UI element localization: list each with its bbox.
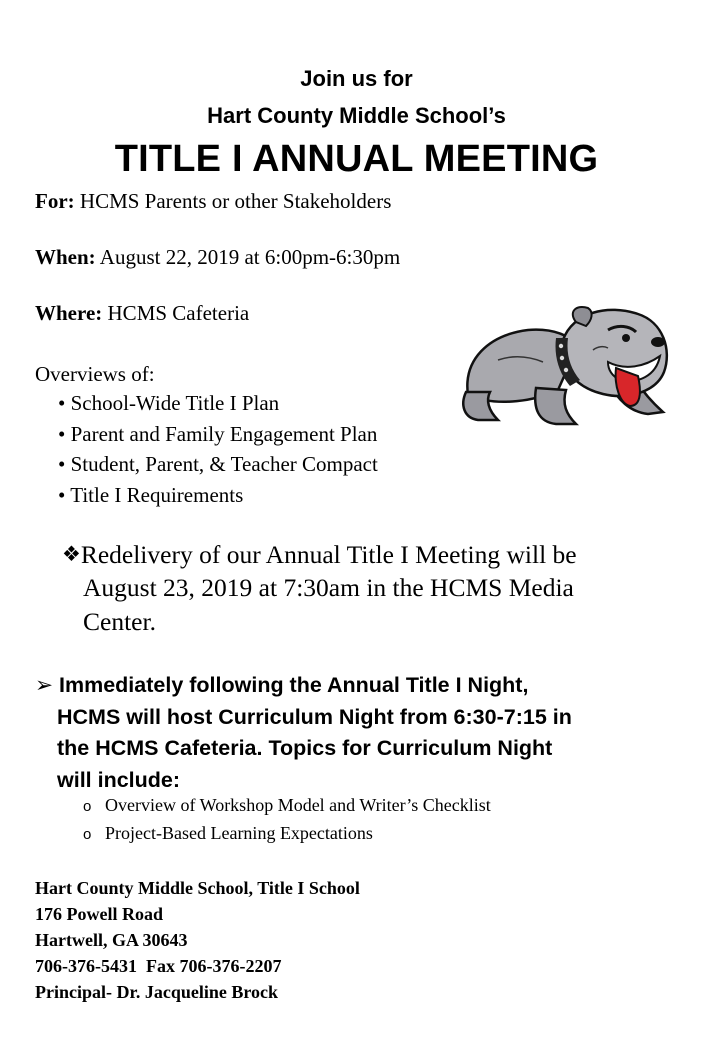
contact-block — [35, 875, 360, 1005]
overviews-list — [58, 388, 378, 510]
when-line — [35, 245, 400, 270]
contact-city: Hartwell, GA 30643 — [35, 930, 188, 950]
where-label: Where: — [35, 301, 103, 325]
where-line — [35, 301, 249, 326]
contact-phone: 706-376-5431 Fax 706-376-2207 — [35, 956, 282, 976]
contact-school: Hart County Middle School, Title I School — [35, 878, 360, 898]
redelivery-line-1: ❖Redelivery of our Annual Title I Meeting will be — [62, 540, 577, 569]
list-item: • Student, Parent, & Teacher Compact — [58, 452, 378, 476]
curriculum-line-4: will include: — [57, 767, 181, 792]
four-diamond-icon: ❖ — [62, 542, 81, 566]
redelivery-line-2: August 23, 2019 at 7:30am in the HCMS Media — [83, 573, 574, 602]
list-item: o Project-Based Learning Expectations — [83, 823, 373, 843]
redelivery-notice — [62, 537, 577, 639]
for-line — [35, 189, 391, 214]
school-name: Hart County Middle School’s — [207, 103, 506, 128]
redelivery-line-3: Center. — [83, 607, 156, 636]
contact-principal: Principal- Dr. Jacqueline Brock — [35, 982, 278, 1002]
curriculum-line-2: HCMS will host Curriculum Night from 6:30-7:15 in — [57, 704, 572, 729]
page-title: TITLE I ANNUAL MEETING — [114, 138, 599, 180]
list-item: • School-Wide Title I Plan — [58, 391, 280, 415]
curriculum-line-1: ➢ Immediately following the Annual Title I Night, — [35, 673, 529, 697]
contact-street: 176 Powell Road — [35, 904, 163, 924]
curriculum-notice — [35, 670, 572, 796]
when-value: August 22, 2019 at 6:00pm-6:30pm — [99, 245, 401, 269]
curriculum-topics — [83, 791, 491, 847]
for-value: HCMS Parents or other Stakeholders — [79, 189, 392, 213]
when-label: When: — [35, 245, 96, 269]
curriculum-line-3: the HCMS Cafeteria. Topics for Curriculum Night — [57, 736, 553, 760]
intro-line: Join us for — [300, 66, 413, 91]
list-item: o Overview of Workshop Model and Writer’s Checklist — [83, 795, 491, 815]
arrowhead-icon: ➢ — [35, 673, 54, 697]
list-item: • Parent and Family Engagement Plan — [58, 421, 378, 446]
list-item: • Title I Requirements — [58, 482, 244, 507]
for-label: For: — [35, 189, 75, 213]
where-value: HCMS Cafeteria — [107, 301, 250, 325]
overviews-heading: Overviews of: — [35, 362, 155, 386]
bulldog-mascot-image — [458, 300, 673, 430]
